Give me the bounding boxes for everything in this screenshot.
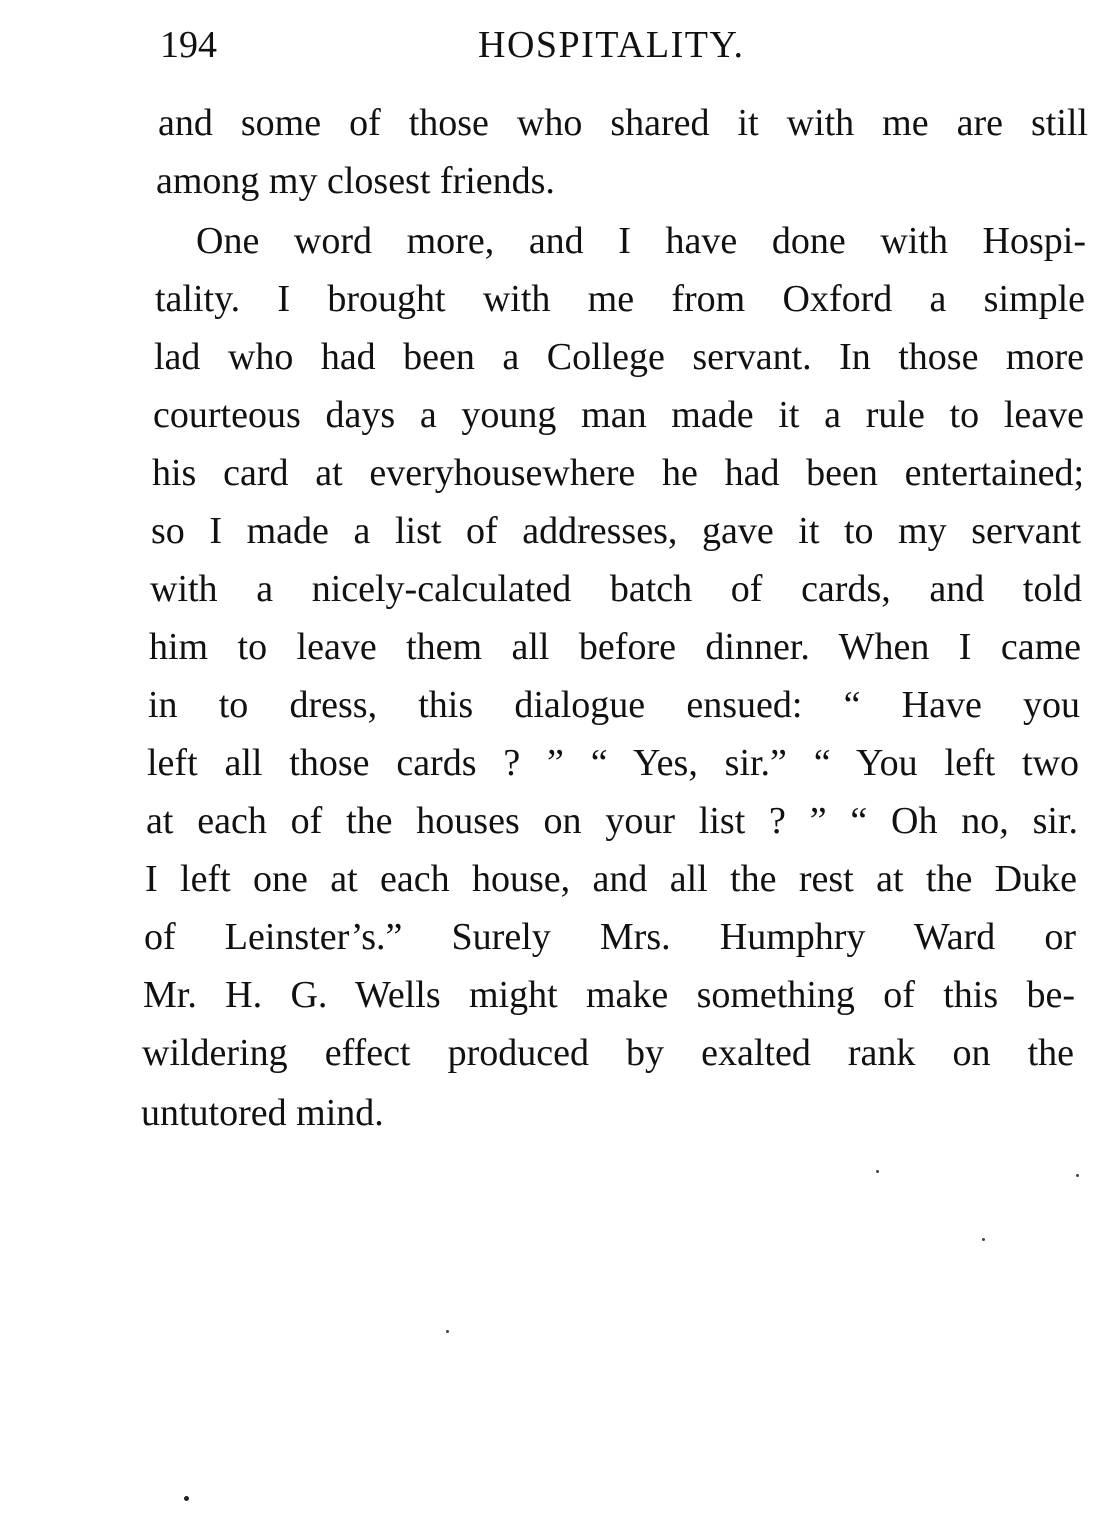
running-head: HOSPITALITY.	[478, 24, 745, 66]
text-line: at each of the houses on your list ? ” “ Oh no, sir.	[146, 800, 1078, 842]
text-line: untutored mind.	[141, 1092, 384, 1134]
text-line: lad who had been a College servant. In those more	[154, 336, 1084, 378]
page-number: 194	[160, 24, 217, 66]
text-line: him to leave them all before dinner. When I came	[149, 626, 1081, 668]
text-line: wildering effect produced by exalted rank on the	[142, 1032, 1074, 1074]
paper-speck	[446, 1330, 449, 1333]
text-line: One word more, and I have done with Hospi-	[196, 220, 1086, 262]
paper-speck	[1076, 1174, 1079, 1177]
text-line: of Leinster’s.” Surely Mrs. Humphry Ward or	[144, 916, 1076, 958]
paper-speck	[184, 1496, 189, 1501]
text-line: left all those cards ? ” “ Yes, sir.” “ You left two	[147, 742, 1079, 784]
text-line: tality. I brought with me from Oxford a simple	[155, 278, 1085, 320]
text-line: courteous days a young man made it a rule to leave	[153, 394, 1084, 436]
text-line: and some of those who shared it with me are still	[158, 102, 1088, 144]
text-line: his card at everyhousewhere he had been entertained;	[152, 452, 1084, 494]
text-line: in to dress, this dialogue ensued: “ Have you	[148, 684, 1080, 726]
text-line: among my closest friends.	[156, 160, 555, 202]
text-line: with a nicely-calculated batch of cards, and told	[150, 568, 1082, 610]
text-line: Mr. H. G. Wells might make something of this be-	[143, 974, 1075, 1016]
paper-speck	[982, 1238, 985, 1241]
paper-speck	[876, 1170, 879, 1173]
text-line: I left one at each house, and all the rest at the Duke	[145, 858, 1077, 900]
text-line: so I made a list of addresses, gave it to my servant	[151, 510, 1081, 552]
